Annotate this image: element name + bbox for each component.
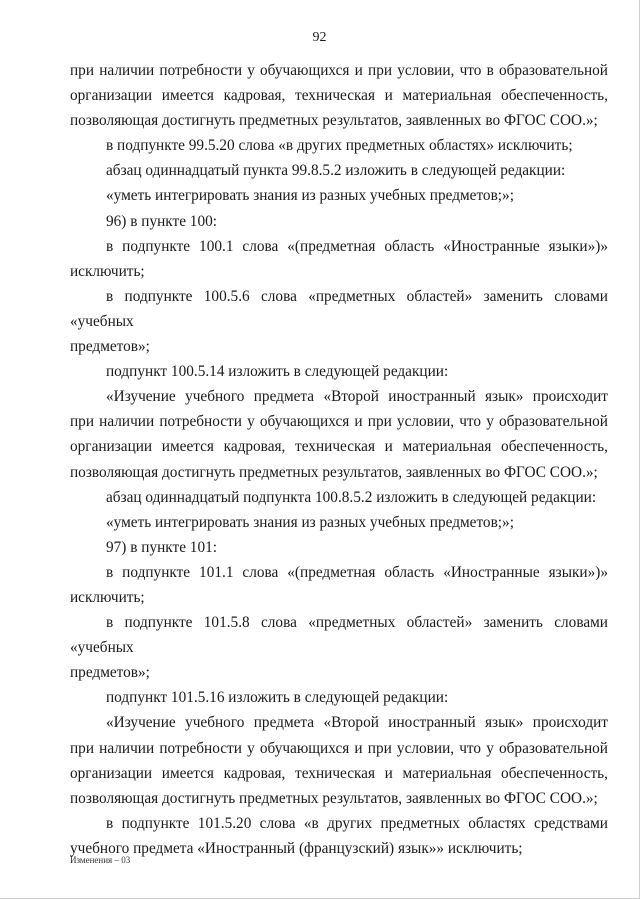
text-line: подпункт 101.5.16 изложить в следующей редакции: (106, 689, 449, 707)
text-line: в подпункте 99.5.20 слова «в других предметных областях» исключить; (106, 137, 573, 155)
text-line: «уметь интегрировать знания из разных учебных предметов;»; (106, 187, 514, 205)
text-line: исключить; (70, 588, 145, 606)
text-line: «Изучение учебного предмета «Второй иностранный язык» происходит (106, 388, 608, 406)
text-line: подпункт 100.5.14 изложить в следующей редакции: (106, 363, 449, 381)
text-line: позволяющая достигнуть предметных результатов, заявленных во ФГОС СОО.»; (70, 789, 598, 807)
text-line: в подпункте 101.5.20 слова «в других предметных областях средствами (106, 814, 608, 832)
text-line: предметов»; (70, 338, 150, 356)
text-line: организации имеется кадровая, техническая и материальная обеспеченность, (70, 764, 608, 782)
footer-note: Изменения – 03 (70, 855, 131, 865)
text-line: позволяющая достигнуть предметных результатов, заявленных во ФГОС СОО.»; (70, 463, 598, 481)
text-line: в подпункте 100.1 слова «(предметная область «Иностранные языки»)» (106, 237, 608, 255)
text-line: организации имеется кадровая, техническая и материальная обеспеченность, (70, 87, 608, 105)
text-line: учебного предмета «Иностранный (французский) язык»» исключить; (70, 839, 523, 857)
document-body (70, 58, 608, 861)
text-line: при наличии потребности у обучающихся и при условии, что в образовательной (70, 62, 608, 79)
text-line: исключить; (70, 262, 145, 280)
text-line: 96) в пункте 100: (106, 212, 218, 230)
text-line: в подпункте 100.5.6 слова «предметных областей» заменить словами «учебных (70, 287, 608, 330)
text-line: в подпункте 101.5.8 слова «предметных областей» заменить словами «учебных (70, 614, 608, 657)
text-line: абзац одиннадцатый подпункта 100.8.5.2 изложить в следующей редакции: (106, 488, 597, 506)
text-line: при наличии потребности у обучающихся и при условии, что у образовательной (70, 413, 608, 431)
page-number: 92 (312, 30, 327, 45)
text-line: в подпункте 101.1 слова «(предметная область «Иностранные языки»)» (106, 563, 608, 581)
text-line: 97) в пункте 101: (106, 538, 218, 556)
text-line: «Изучение учебного предмета «Второй иностранный язык» происходит (106, 714, 608, 732)
text-line: абзац одиннадцатый пункта 99.8.5.2 изложить в следующей редакции: (106, 162, 566, 180)
text-line: позволяющая достигнуть предметных результатов, заявленных во ФГОС СОО.»; (70, 112, 598, 130)
text-line: при наличии потребности у обучающихся и при условии, что у образовательной (70, 739, 608, 757)
text-line: «уметь интегрировать знания из разных учебных предметов;»; (106, 513, 514, 531)
text-line: предметов»; (70, 664, 150, 682)
text-line: организации имеется кадровая, техническая и материальная обеспеченность, (70, 438, 608, 456)
